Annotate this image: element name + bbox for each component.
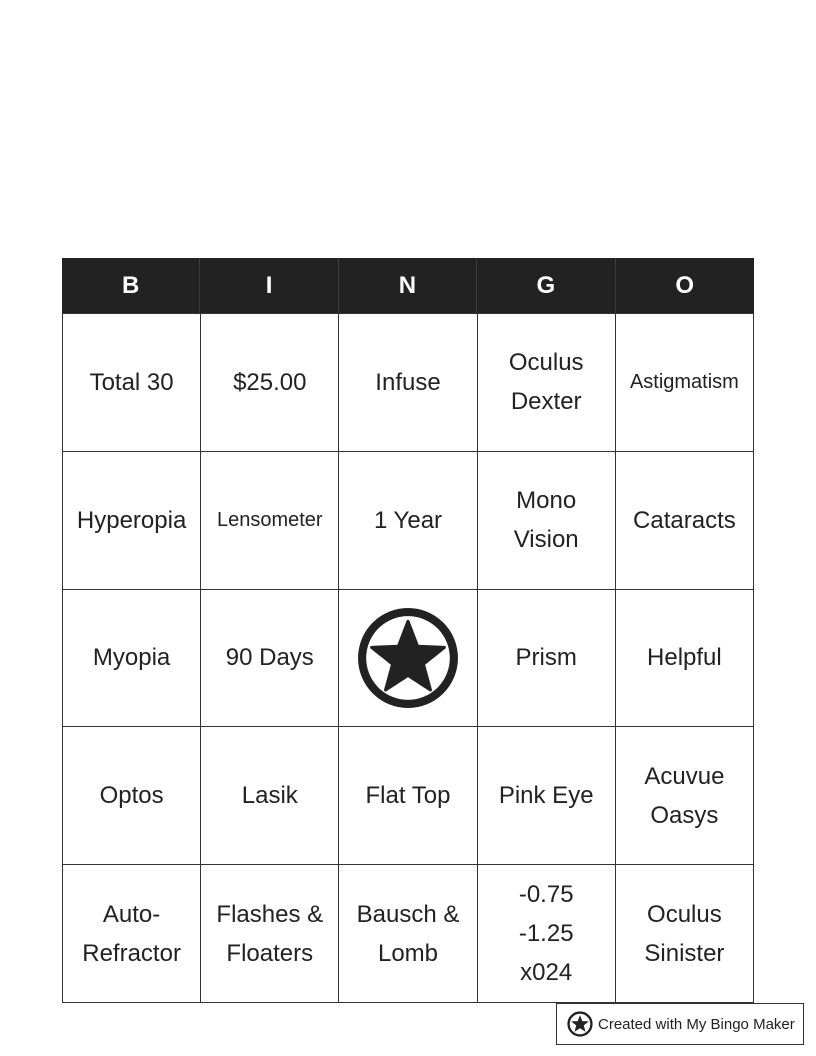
bingo-cell xyxy=(63,452,201,590)
cell-line: Dexter xyxy=(510,388,582,416)
bingo-cell xyxy=(63,590,201,728)
cell-line: Infuse xyxy=(375,368,441,396)
cell-line: Oasys xyxy=(650,801,719,829)
bingo-cell xyxy=(201,590,339,728)
bingo-header xyxy=(62,258,754,313)
cell-line: Oculus xyxy=(647,900,722,928)
cell-line: Sinister xyxy=(644,939,725,967)
bingo-cell xyxy=(201,452,339,590)
cell-line: Optos xyxy=(99,782,164,810)
cell-line: -1.25 xyxy=(518,920,574,948)
cell-line: Bausch & xyxy=(356,900,460,928)
bingo-card xyxy=(62,258,754,1003)
bingo-cell xyxy=(478,727,616,865)
cell-line: Lomb xyxy=(377,939,439,967)
bingo-cell xyxy=(201,314,339,452)
cell-line: Astigmatism xyxy=(629,370,739,393)
cell-line: Lensometer xyxy=(216,508,323,531)
free-space-cell xyxy=(339,590,477,728)
header-letter-o: O xyxy=(675,271,695,299)
header-letter-b: B xyxy=(62,258,200,313)
bingo-cell xyxy=(478,452,616,590)
header-letter-i: I xyxy=(200,258,338,313)
cell-line: Prism xyxy=(515,644,577,672)
cell-line: Acuvue xyxy=(644,762,725,790)
badge-text: Created with My Bingo Maker xyxy=(598,1015,795,1033)
bingo-cell xyxy=(63,865,201,1003)
bingo-cell xyxy=(63,314,201,452)
cell-line: Vision xyxy=(513,526,579,554)
bingo-cell xyxy=(339,865,477,1003)
cell-line: 1 Year xyxy=(373,506,443,534)
created-with-badge[interactable] xyxy=(556,1003,804,1045)
bingo-grid xyxy=(62,313,754,1003)
bingo-cell xyxy=(201,727,339,865)
cell-line: -0.75 xyxy=(518,881,574,909)
bingo-cell xyxy=(339,727,477,865)
bingo-cell xyxy=(63,727,201,865)
cell-line: Flat Top xyxy=(365,782,451,810)
bingo-cell xyxy=(339,314,477,452)
bingo-cell xyxy=(616,314,754,452)
bingo-cell xyxy=(616,590,754,728)
bingo-cell xyxy=(478,314,616,452)
cell-line: Refractor xyxy=(82,939,181,967)
cell-line: Total 30 xyxy=(89,368,174,396)
bingo-cell xyxy=(478,590,616,728)
cell-line: Auto- xyxy=(102,900,161,928)
cell-line: Hyperopia xyxy=(76,506,187,534)
bingo-cell xyxy=(616,727,754,865)
bingo-cell xyxy=(478,865,616,1003)
bingo-cell xyxy=(616,452,754,590)
header-letter-n: N xyxy=(339,258,477,313)
cell-line: Cataracts xyxy=(633,506,736,534)
cell-line: $25.00 xyxy=(233,368,307,396)
cell-line: Pink Eye xyxy=(498,782,594,810)
header-letter-g: G xyxy=(477,258,615,313)
cell-line: Helpful xyxy=(647,644,722,672)
bingo-cell xyxy=(201,865,339,1003)
cell-line: Lasik xyxy=(241,782,298,810)
bingo-cell xyxy=(616,865,754,1003)
cell-line: x024 xyxy=(520,959,573,987)
star-circle-icon xyxy=(567,1011,593,1037)
cell-line: Myopia xyxy=(92,644,171,672)
cell-line: Oculus xyxy=(508,349,584,377)
cell-line: Mono xyxy=(516,487,577,515)
star-circle-icon xyxy=(357,607,459,709)
bingo-cell xyxy=(339,452,477,590)
cell-line: 90 Days xyxy=(225,644,314,672)
cell-line: Floaters xyxy=(226,939,314,967)
cell-line: Flashes & xyxy=(216,900,324,928)
